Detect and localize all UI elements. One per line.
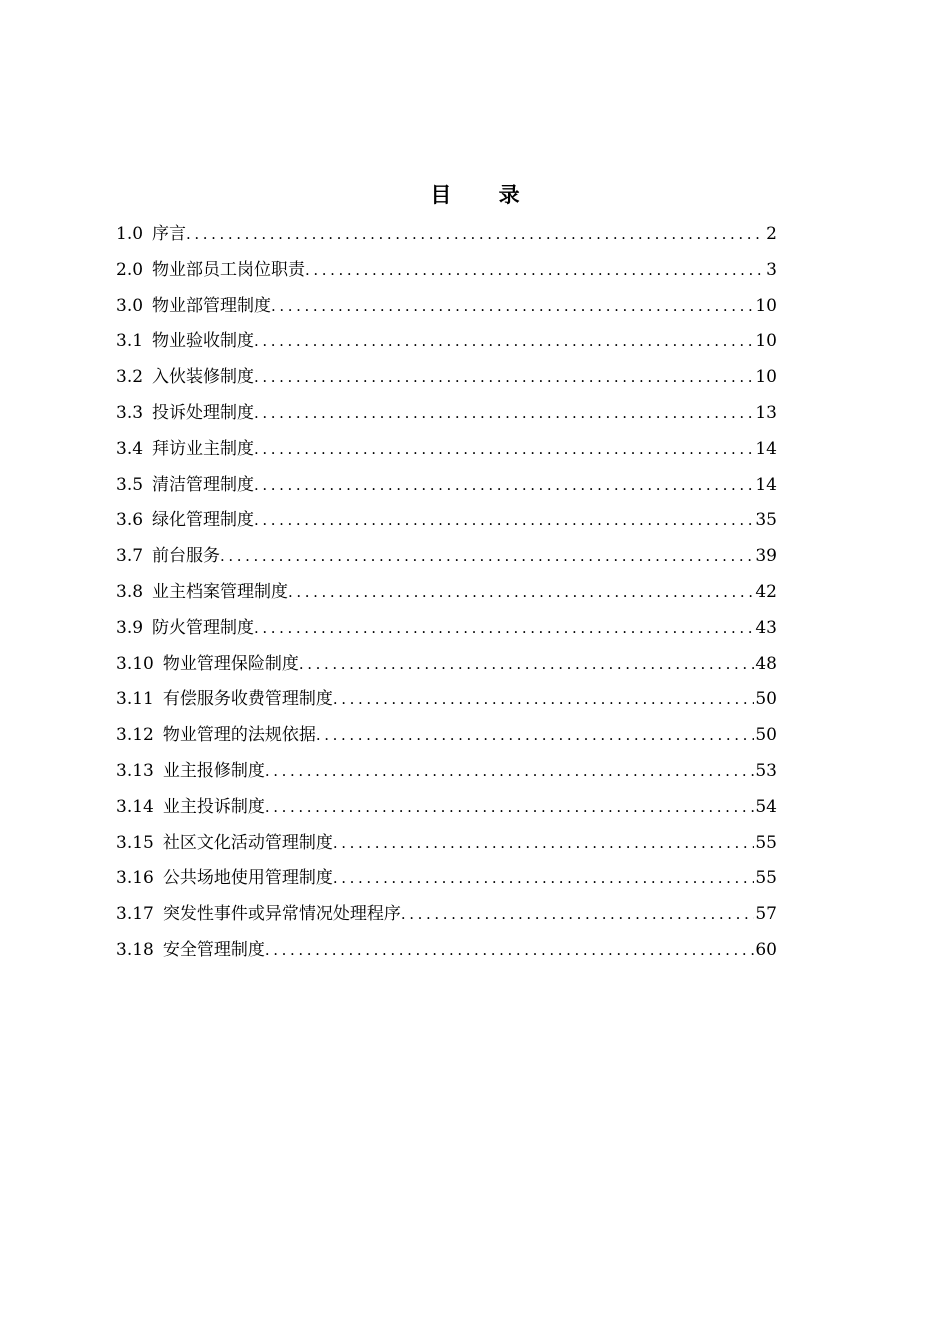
toc-entry-page: 48 bbox=[755, 653, 777, 674]
toc-entry-page: 55 bbox=[755, 832, 777, 853]
toc-entry-number: 3.0 bbox=[116, 295, 144, 316]
toc-entry[interactable] bbox=[116, 539, 777, 575]
toc-entry-page: 3 bbox=[766, 259, 777, 280]
toc-entry-number: 3.16 bbox=[116, 868, 154, 889]
toc-dot-leader bbox=[265, 933, 755, 969]
toc-entry-page: 50 bbox=[755, 725, 777, 746]
toc-entry-page: 39 bbox=[755, 546, 777, 567]
toc-entry-number: 3.15 bbox=[116, 832, 154, 853]
toc-entry-number: 1.0 bbox=[116, 224, 144, 244]
toc-entry-label: 投诉处理制度 bbox=[152, 402, 255, 423]
toc-entry[interactable] bbox=[116, 575, 777, 611]
toc-entry-number: 3.4 bbox=[116, 438, 144, 459]
toc-entry-label: 公共场地使用管理制度 bbox=[162, 868, 333, 889]
toc-entry[interactable] bbox=[116, 718, 777, 754]
toc-dot-leader bbox=[305, 253, 765, 289]
toc-dot-leader bbox=[186, 217, 765, 253]
toc-entry-number: 3.11 bbox=[116, 689, 154, 710]
toc-entry-number: 3.12 bbox=[116, 725, 154, 746]
toc-entry-label: 清洁管理制度 bbox=[152, 474, 255, 495]
toc-title: 目 录 bbox=[430, 182, 540, 207]
toc-entry-number: 3.9 bbox=[116, 617, 144, 638]
toc-entry-label: 物业部员工岗位职责 bbox=[152, 259, 306, 280]
toc-entry-page: 60 bbox=[755, 939, 777, 960]
toc-entry-label: 物业管理保险制度 bbox=[162, 653, 299, 674]
toc-entry-page: 55 bbox=[755, 868, 777, 889]
toc-dot-leader bbox=[254, 503, 754, 539]
toc-entry-label: 拜访业主制度 bbox=[152, 438, 255, 459]
toc-entry-label: 安全管理制度 bbox=[162, 939, 265, 960]
toc-entry[interactable] bbox=[116, 897, 777, 933]
toc-entry-page: 14 bbox=[755, 474, 777, 495]
toc-entry-page: 42 bbox=[755, 581, 777, 602]
toc-entry-label: 突发性事件或异常情况处理程序 bbox=[162, 904, 401, 925]
toc-entry-label: 业主投诉制度 bbox=[162, 796, 265, 817]
toc-entry-page: 43 bbox=[755, 617, 777, 638]
toc-entry-label: 业主报修制度 bbox=[162, 760, 265, 781]
toc-entry[interactable] bbox=[116, 289, 777, 325]
toc-entry-label: 社区文化活动管理制度 bbox=[162, 832, 333, 853]
toc-entry[interactable] bbox=[116, 754, 777, 790]
toc-dot-leader bbox=[254, 432, 754, 468]
toc-entry-number: 3.6 bbox=[116, 510, 144, 531]
toc-entry-number: 3.13 bbox=[116, 760, 154, 781]
toc-entry[interactable] bbox=[116, 253, 777, 289]
toc-entry[interactable] bbox=[116, 611, 777, 647]
toc-entry[interactable] bbox=[116, 682, 777, 718]
toc-list bbox=[116, 217, 777, 969]
toc-entry-number: 3.17 bbox=[116, 904, 154, 925]
toc-entry[interactable] bbox=[116, 503, 777, 539]
toc-entry-number: 3.18 bbox=[116, 939, 154, 960]
toc-entry-label: 入伙装修制度 bbox=[152, 367, 255, 388]
toc-entry-page: 10 bbox=[755, 367, 777, 388]
toc-entry-label: 物业验收制度 bbox=[152, 331, 255, 352]
toc-entry-label: 前台服务 bbox=[152, 546, 221, 567]
toc-entry[interactable] bbox=[116, 360, 777, 396]
toc-dot-leader bbox=[288, 575, 754, 611]
toc-entry-number: 3.5 bbox=[116, 474, 144, 495]
toc-entry-number: 3.1 bbox=[116, 331, 144, 352]
toc-entry-number: 3.14 bbox=[116, 796, 154, 817]
toc-entry-page: 14 bbox=[755, 438, 777, 459]
toc-dot-leader bbox=[254, 324, 754, 360]
toc-entry-page: 57 bbox=[755, 904, 777, 925]
toc-entry[interactable] bbox=[116, 468, 777, 504]
toc-dot-leader bbox=[220, 539, 754, 575]
toc-entry-label: 绿化管理制度 bbox=[152, 510, 255, 531]
toc-entry-label: 物业部管理制度 bbox=[152, 295, 272, 316]
toc-entry[interactable] bbox=[116, 826, 777, 862]
toc-entry-page: 53 bbox=[755, 760, 777, 781]
toc-entry-number: 2.0 bbox=[116, 259, 144, 280]
toc-entry-number: 3.10 bbox=[116, 653, 154, 674]
toc-entry[interactable] bbox=[116, 396, 777, 432]
toc-entry[interactable] bbox=[116, 933, 777, 969]
toc-entry-page: 35 bbox=[755, 510, 777, 531]
toc-entry-number: 3.7 bbox=[116, 546, 144, 567]
toc-dot-leader bbox=[333, 682, 755, 718]
toc-entry-page: 54 bbox=[755, 796, 777, 817]
toc-dot-leader bbox=[401, 897, 755, 933]
toc-dot-leader bbox=[271, 289, 754, 325]
toc-entry[interactable] bbox=[116, 790, 777, 826]
toc-entry[interactable] bbox=[116, 647, 777, 683]
toc-entry[interactable] bbox=[116, 432, 777, 468]
toc-entry[interactable] bbox=[116, 324, 777, 360]
toc-entry-page: 50 bbox=[755, 689, 777, 710]
toc-dot-leader bbox=[299, 647, 755, 683]
toc-entry-label: 业主档案管理制度 bbox=[152, 581, 289, 602]
toc-dot-leader bbox=[254, 611, 754, 647]
toc-entry-label: 防火管理制度 bbox=[152, 617, 255, 638]
toc-entry-page: 2 bbox=[766, 224, 777, 244]
toc-dot-leader bbox=[265, 790, 755, 826]
toc-entry-label: 有偿服务收费管理制度 bbox=[162, 689, 333, 710]
toc-dot-leader bbox=[254, 360, 754, 396]
toc-dot-leader bbox=[333, 861, 755, 897]
toc-entry-label: 序言 bbox=[152, 224, 187, 244]
toc-entry-page: 13 bbox=[755, 402, 777, 423]
toc-dot-leader bbox=[254, 468, 754, 504]
toc-entry[interactable] bbox=[116, 217, 777, 253]
toc-entry[interactable] bbox=[116, 861, 777, 897]
toc-entry-number: 3.3 bbox=[116, 402, 144, 423]
toc-dot-leader bbox=[254, 396, 754, 432]
toc-dot-leader bbox=[265, 754, 755, 790]
toc-entry-page: 10 bbox=[755, 331, 777, 352]
toc-dot-leader bbox=[316, 718, 755, 754]
toc-entry-label: 物业管理的法规依据 bbox=[162, 725, 316, 746]
toc-entry-page: 10 bbox=[755, 295, 777, 316]
toc-entry-number: 3.8 bbox=[116, 581, 144, 602]
toc-dot-leader bbox=[333, 826, 755, 862]
toc-entry-number: 3.2 bbox=[116, 367, 144, 388]
